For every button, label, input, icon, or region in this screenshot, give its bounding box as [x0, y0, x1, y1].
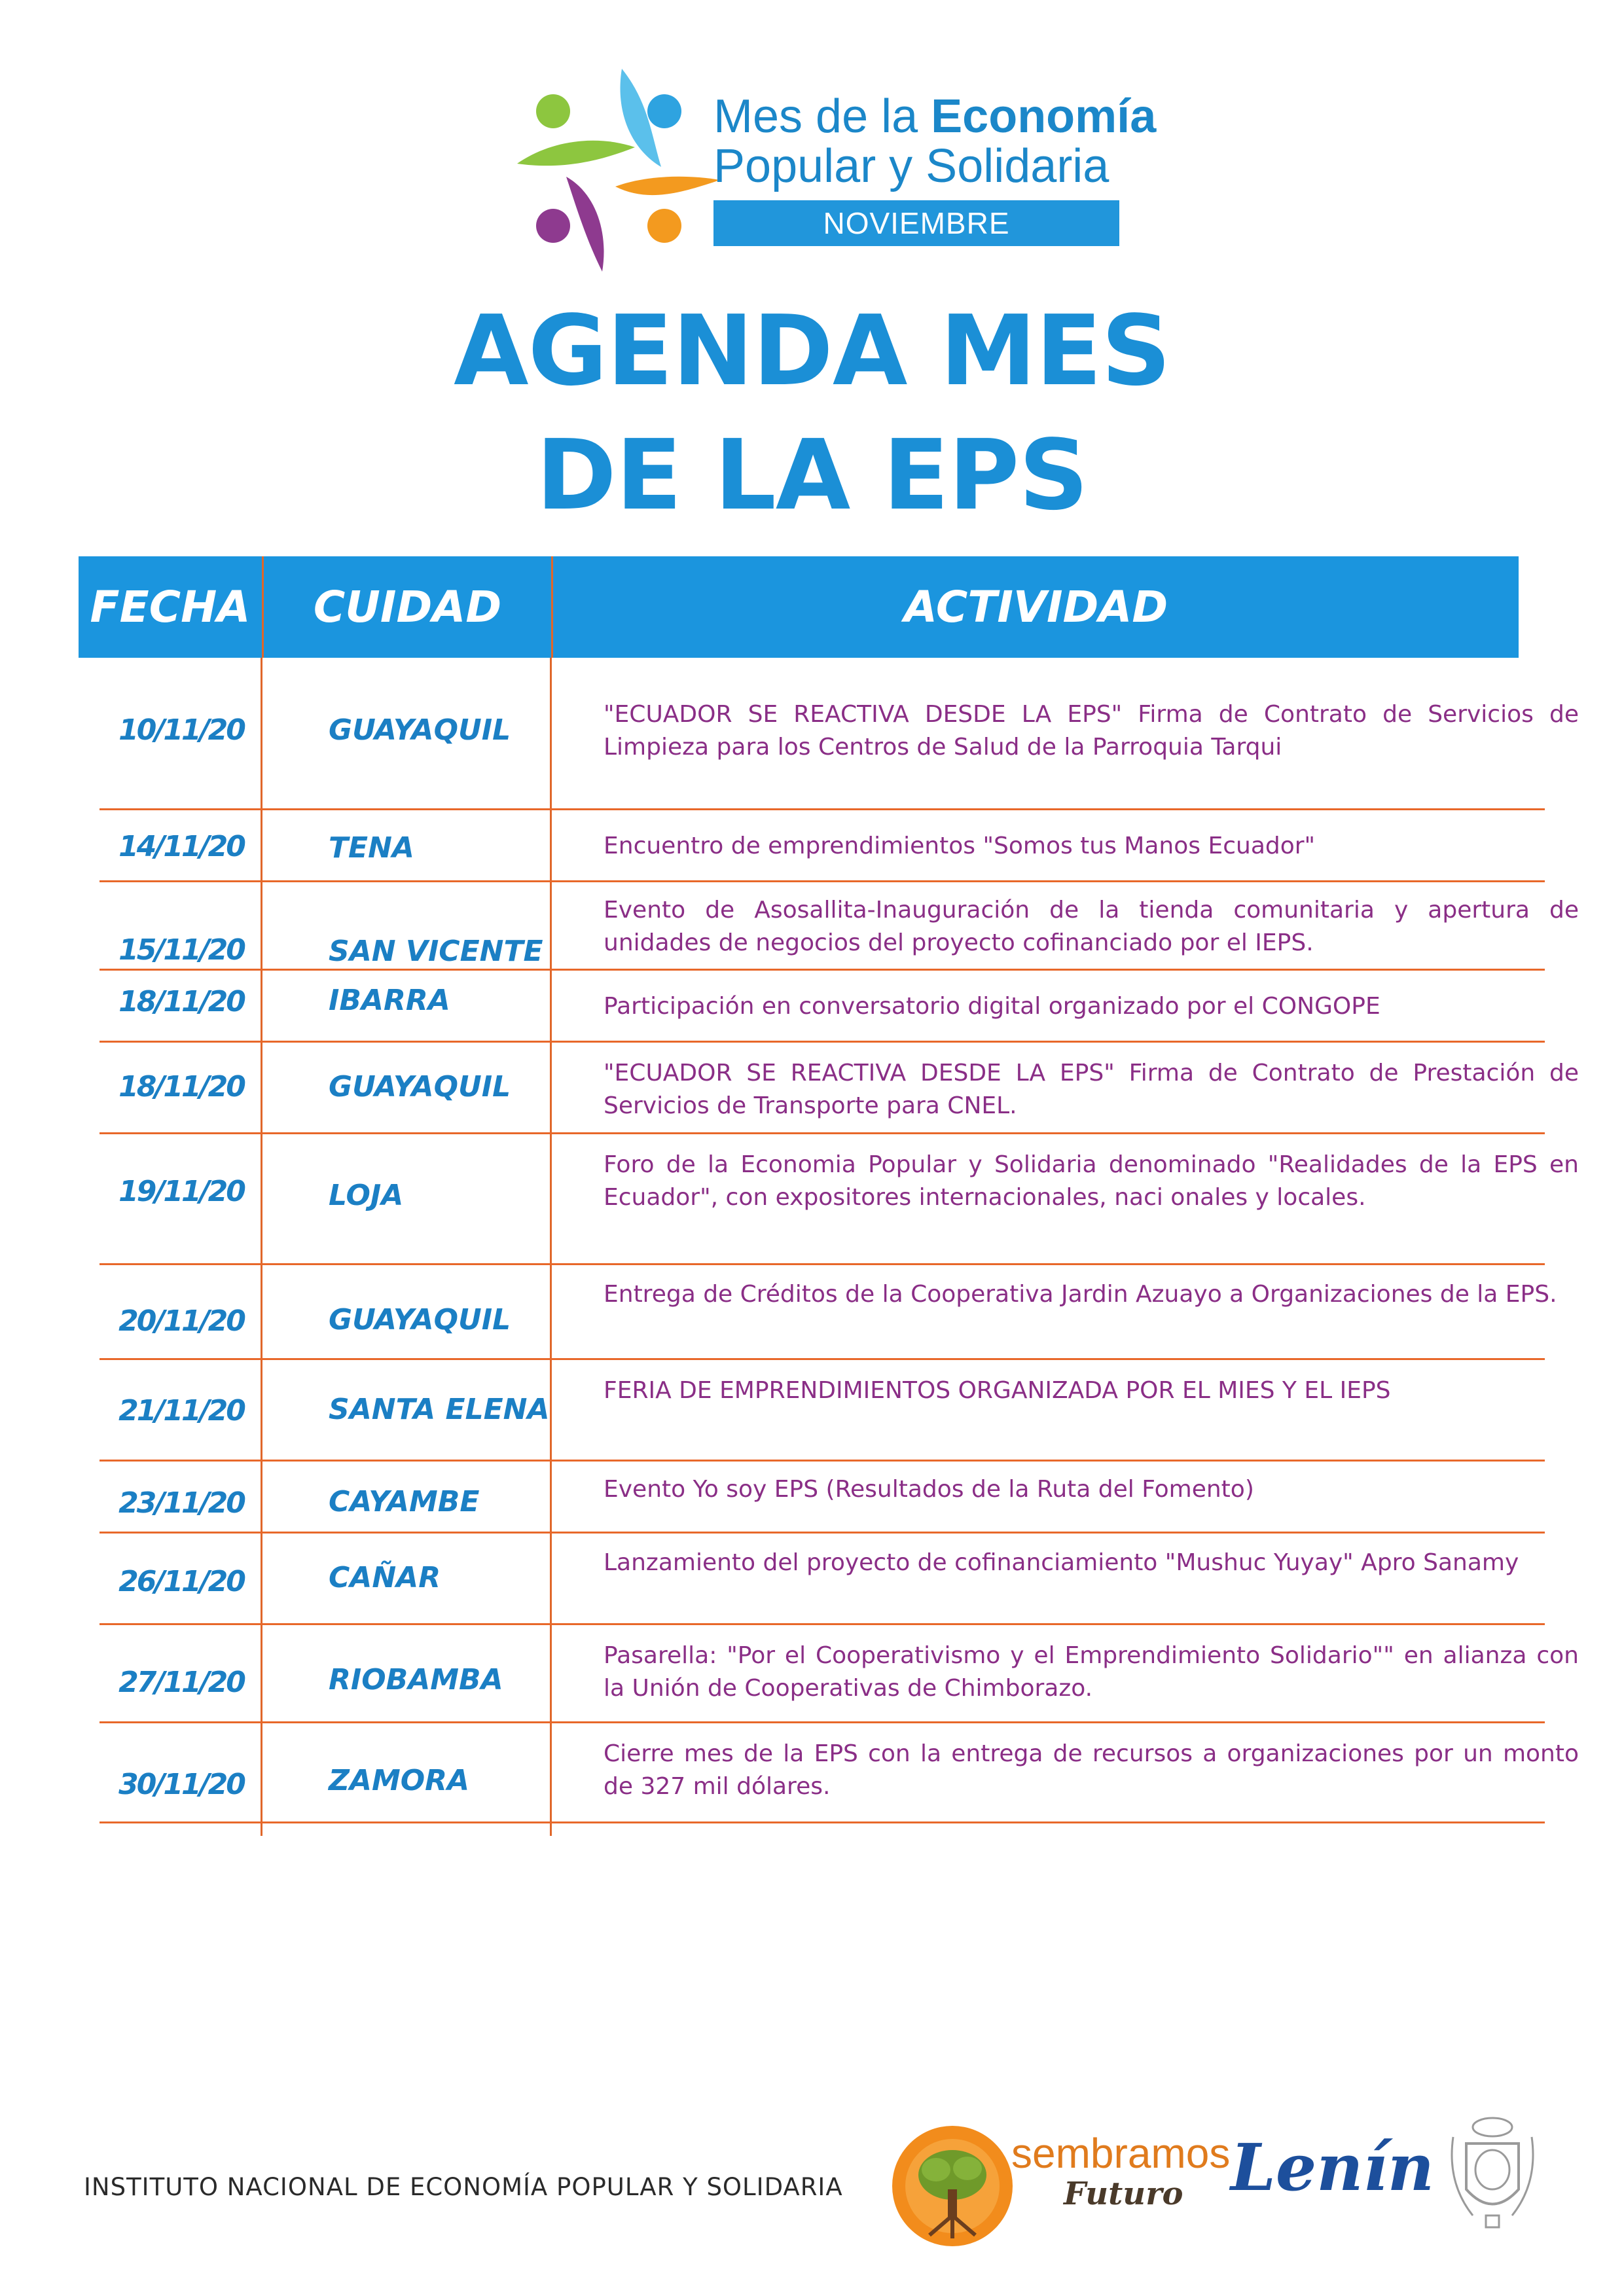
row-city: SAN VICENTE [329, 935, 543, 968]
page-title-line-1: AGENDA MES [454, 295, 1170, 407]
row-city: GUAYAQUIL [329, 1303, 511, 1336]
row-date: 23/11/20 [118, 1486, 244, 1520]
row-date: 20/11/20 [118, 1304, 244, 1338]
logo-line-1a: Mes de la [713, 90, 931, 143]
row-activity: Lanzamiento del proyecto de cofinanciamiento "Mushuc Yuyay" Apro Sanamy [604, 1549, 1519, 1576]
header-date: FECHA [90, 582, 251, 632]
row-date: 10/11/20 [118, 713, 244, 747]
table-row [99, 658, 1579, 808]
row-date: 21/11/20 [118, 1394, 244, 1427]
row-date: 19/11/20 [118, 1175, 244, 1208]
row-date: 18/11/20 [118, 1070, 244, 1103]
logo-line-1 [713, 90, 1157, 143]
row-divider [99, 1821, 1545, 1823]
table-row [99, 1043, 1579, 1132]
row-date: 30/11/20 [118, 1768, 244, 1801]
row-activity: Evento Yo soy EPS (Resultados de la Ruta del Fomento) [604, 1476, 1254, 1503]
tree-logo-icon [890, 2124, 1015, 2248]
table-row [99, 1534, 1545, 1623]
lenin-signature: Lenín [1231, 2130, 1434, 2206]
table-row [99, 1462, 1545, 1532]
table-row [99, 1265, 1557, 1358]
row-date: 18/11/20 [118, 985, 244, 1018]
row-activity: "ECUADOR SE REACTIVA DESDE LA EPS" Firma de Contrato de Servicios de Limpieza para los Centros de Salud de la Parroquia Tarqui [604, 701, 1579, 761]
row-activity: Foro de la Economia Popular y Solidaria denominado "Realidades de la EPS en Ecuador", con expositores internacionales, naci onales y locales. [604, 1151, 1579, 1211]
row-city: ZAMORA [329, 1764, 470, 1797]
row-activity: Evento de Asosallita-Inauguración de la tienda comunitaria y apertura de unidades de negocios del proyecto cofinanciado por el IEPS. [604, 897, 1579, 956]
row-city: GUAYAQUIL [329, 1070, 511, 1103]
table-row [99, 1723, 1579, 1821]
table-row [99, 971, 1545, 1041]
table-row [99, 1360, 1545, 1460]
row-activity: Cierre mes de la EPS con la entrega de recursos a organizaciones por un monto de 327 mil dólares. [604, 1740, 1579, 1800]
page-title-line-2: DE LA EPS [535, 419, 1088, 531]
row-city: IBARRA [329, 984, 450, 1017]
eps-month-logo-icon [511, 62, 733, 278]
row-date: 26/11/20 [118, 1565, 244, 1598]
row-city: CAÑAR [329, 1561, 441, 1594]
row-activity: "ECUADOR SE REACTIVA DESDE LA EPS" Firma de Contrato de Prestación de Servicios de Transporte para CNEL. [604, 1060, 1579, 1119]
logo-line-2: Popular y Solidaria [713, 140, 1110, 192]
row-city: LOJA [329, 1179, 404, 1212]
table-row [99, 1625, 1579, 1721]
row-city: GUAYAQUIL [329, 713, 511, 747]
futuro-word: Futuro [1064, 2176, 1183, 2212]
table-row [99, 810, 1545, 880]
logo-line-1b: Economía [931, 90, 1157, 143]
table-row [99, 882, 1579, 969]
header-city: CUIDAD [313, 582, 502, 632]
sembramos-word: sembramos [1011, 2130, 1231, 2177]
row-date: 27/11/20 [118, 1666, 244, 1699]
row-city: SANTA ELENA [329, 1393, 550, 1426]
header-activity: ACTIVIDAD [903, 582, 1168, 632]
sembramos-futuro-logo [1011, 2130, 1230, 2212]
table-header [79, 556, 1519, 658]
row-activity: FERIA DE EMPRENDIMIENTOS ORGANIZADA POR EL MIES Y EL IEPS [604, 1377, 1391, 1404]
ecuador-coat-of-arms-icon [1447, 2111, 1538, 2229]
logo-wordmark [713, 90, 1157, 246]
row-activity: Entrega de Créditos de la Cooperativa Jardin Azuayo a Organizaciones de la EPS. [604, 1281, 1557, 1308]
row-date: 14/11/20 [118, 830, 244, 863]
row-date: 15/11/20 [118, 933, 244, 967]
row-city: CAYAMBE [329, 1485, 480, 1518]
institution-name: INSTITUTO NACIONAL DE ECONOMÍA POPULAR Y SOLIDARIA [84, 2173, 843, 2201]
row-city: RIOBAMBA [329, 1663, 503, 1696]
row-activity: Participación en conversatorio digital organizado por el CONGOPE [604, 993, 1380, 1020]
logo-month-band: NOVIEMBRE [713, 200, 1119, 246]
row-city: TENA [329, 831, 414, 865]
table-row [99, 1134, 1579, 1263]
row-activity: Encuentro de emprendimientos "Somos tus Manos Ecuador" [604, 833, 1316, 859]
row-activity: Pasarella: "Por el Cooperativismo y el Emprendimiento Solidario"" en alianza con la Unión de Cooperativas de Chimborazo. [604, 1642, 1579, 1702]
